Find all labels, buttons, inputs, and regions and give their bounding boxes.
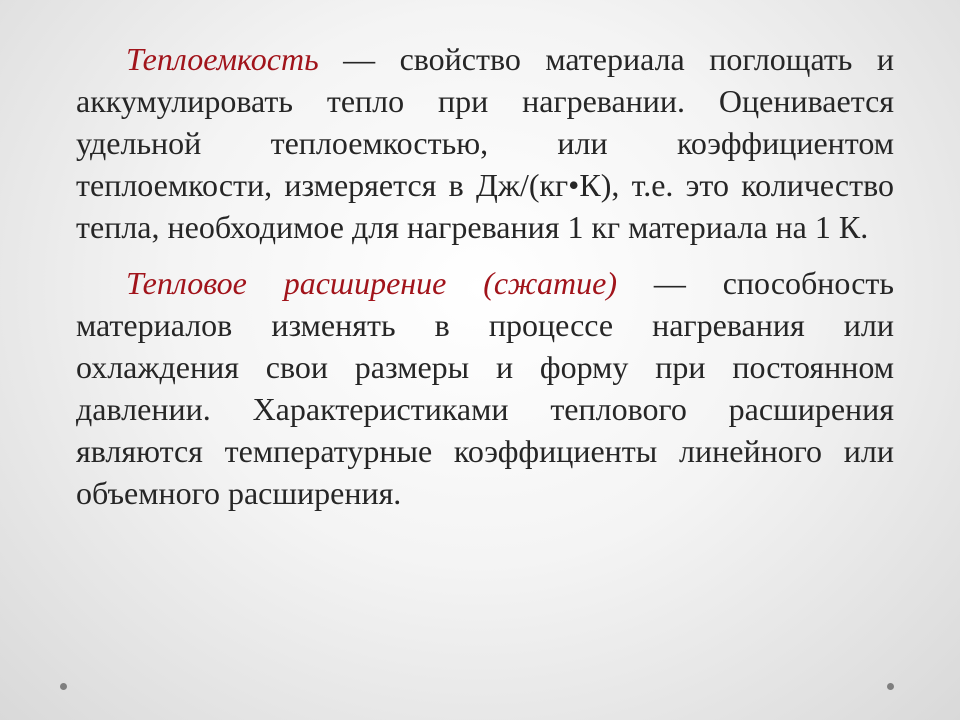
definition-thermal-expansion: — способность материалов изменять в процессе нагревания или охлаждения свои размеры и форму при постоянном давлении. Характеристиками теплового расширения являются температурные коэффициенты линейного или объемного расширения. (76, 265, 894, 511)
decorative-dot-left (60, 683, 67, 690)
term-thermal-expansion: Тепловое расширение (сжатие) (126, 265, 617, 301)
paragraph-thermal-expansion (76, 262, 894, 514)
decorative-dot-right (887, 683, 894, 690)
term-heat-capacity: Теплоемкость (126, 41, 319, 77)
definition-heat-capacity: — свойство материала поглощать и аккумулировать тепло при нагревании. Оценивается удельной теплоемкостью, или коэффициентом теплоемкости, измеряется в Дж/(кг•К), т.е. это количество тепла, необходимое для нагревания 1 кг материала на 1 К. (76, 41, 894, 245)
slide-content (76, 38, 894, 514)
paragraph-heat-capacity (76, 38, 894, 248)
